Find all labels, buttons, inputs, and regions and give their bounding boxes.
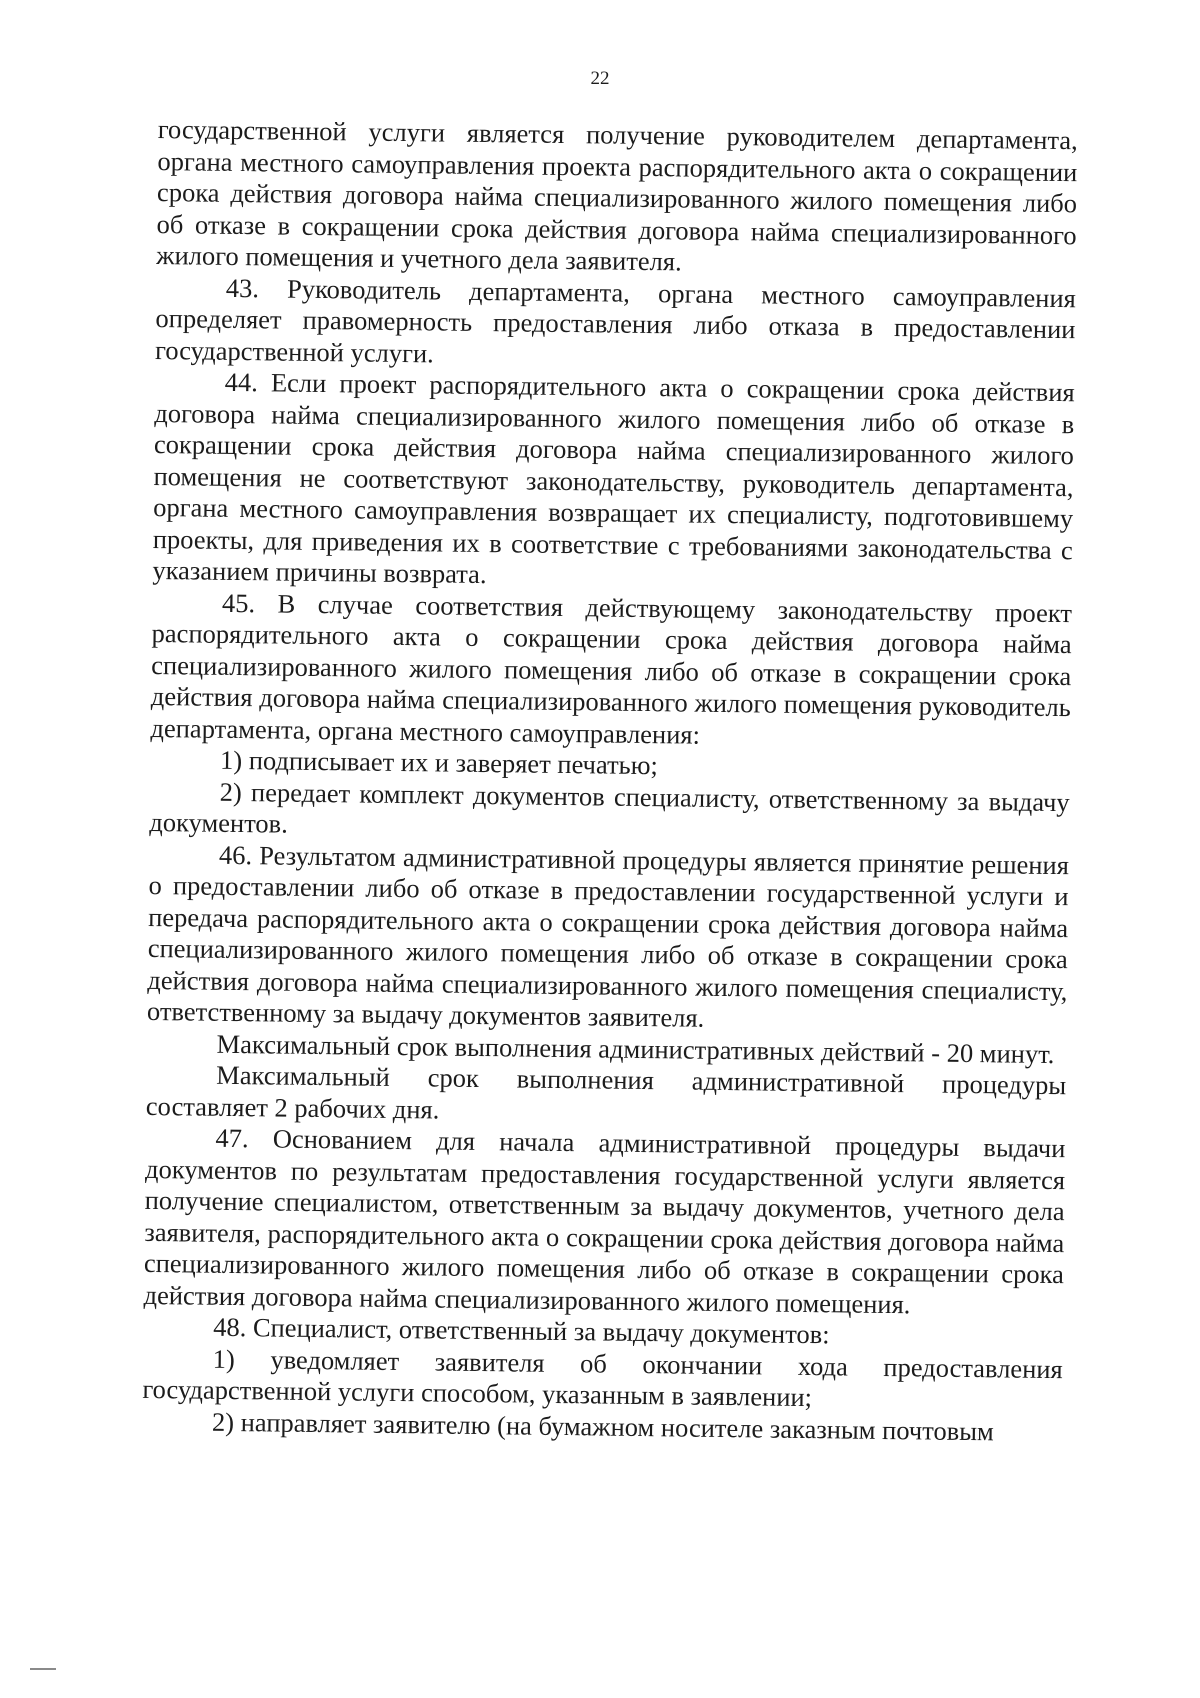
list-item-48-2: 2) направляет заявителю (на бумажном носителе заказным почтовым bbox=[211, 1406, 994, 1446]
list-item-48-1: 1) уведомляет заявителя об окончании хода предоставления государственной услуги способом, указанным в заявлении; bbox=[142, 1343, 1063, 1413]
paragraph-max-term-actions: Максимальный срок выполнения административных действий - 20 минут. bbox=[216, 1028, 1055, 1069]
document-body bbox=[142, 114, 1078, 1448]
scan-edge-mark bbox=[30, 1668, 56, 1670]
paragraph-43: 43. Руководитель департамента, органа местного самоуправления определяет правомерность предоставления либо отказа в предоставлении государственной услуги. bbox=[154, 272, 1077, 368]
list-item-45-2: 2) передает комплект документов специалисту, ответственному за выдачу документов. bbox=[149, 776, 1070, 839]
paragraph-max-term-procedure: Максимальный срок выполнения административной процедуры составляет 2 рабочих дня. bbox=[145, 1059, 1067, 1125]
list-item-45-1: 1) подписывает их и заверяет печатью; bbox=[219, 744, 659, 781]
paragraph-47: 47. Основанием для начала административной процедуры выдачи документов по результатам предоставления государственной услуги является получение специалистом, ответственным за выдачу документов, учетного дела заявителя, распорядительного акта о сокращении срока действия договора найма специализированного жилого помещения либо об отказе в сокращении срока действия договора найма специализированного жилого помещения. bbox=[143, 1122, 1066, 1319]
paragraph-continuation: государственной услуги является получение руководителем департамента, органа местного самоуправления проекта распорядительного акта о сокращении срока действия договора найма специализированного жилого помещения либо об отказе в сокращении срока действия договора найма специализированного жилого помещения и учетного дела заявителя. bbox=[156, 114, 1078, 277]
paragraph-46: 46. Результатом административной процедуры является принятие решения о предоставлении либо об отказе в предоставлении государственной услуги и передача распорядительного акта о сокращении срока действия договора найма специализированного жилого помещения либо об отказе в сокращении срока действия договора найма специализированного жилого помещения специалисту, ответственному за выдачу документов заявителя. bbox=[146, 839, 1070, 1033]
paragraph-44: 44. Если проект распорядительного акта о сокращении срока действия договора найма специализированного жилого помещения либо об отказе в сокращении срока действия договора найма специализированного жилого помещения не соответствуют законодательству, руководитель департамента, органа местного самоуправления возвращает их специалисту, подготовившему проекты, для приведения их в соответствие с требованиями законодательства с указанием причины возврата. bbox=[152, 366, 1075, 590]
page-number: 22 bbox=[590, 68, 610, 89]
paragraph-48: 48. Специалист, ответственный за выдачу документов: bbox=[213, 1311, 830, 1350]
paragraph-45: 45. В случае соответствия действующему законодательству проект распорядительного акта о сокращении срока действия договора найма специализированного жилого помещения либо об отказе в сокращении срока действия договора найма специализированного жилого помещения руководитель департамента, органа местного самоуправления: bbox=[150, 587, 1073, 750]
